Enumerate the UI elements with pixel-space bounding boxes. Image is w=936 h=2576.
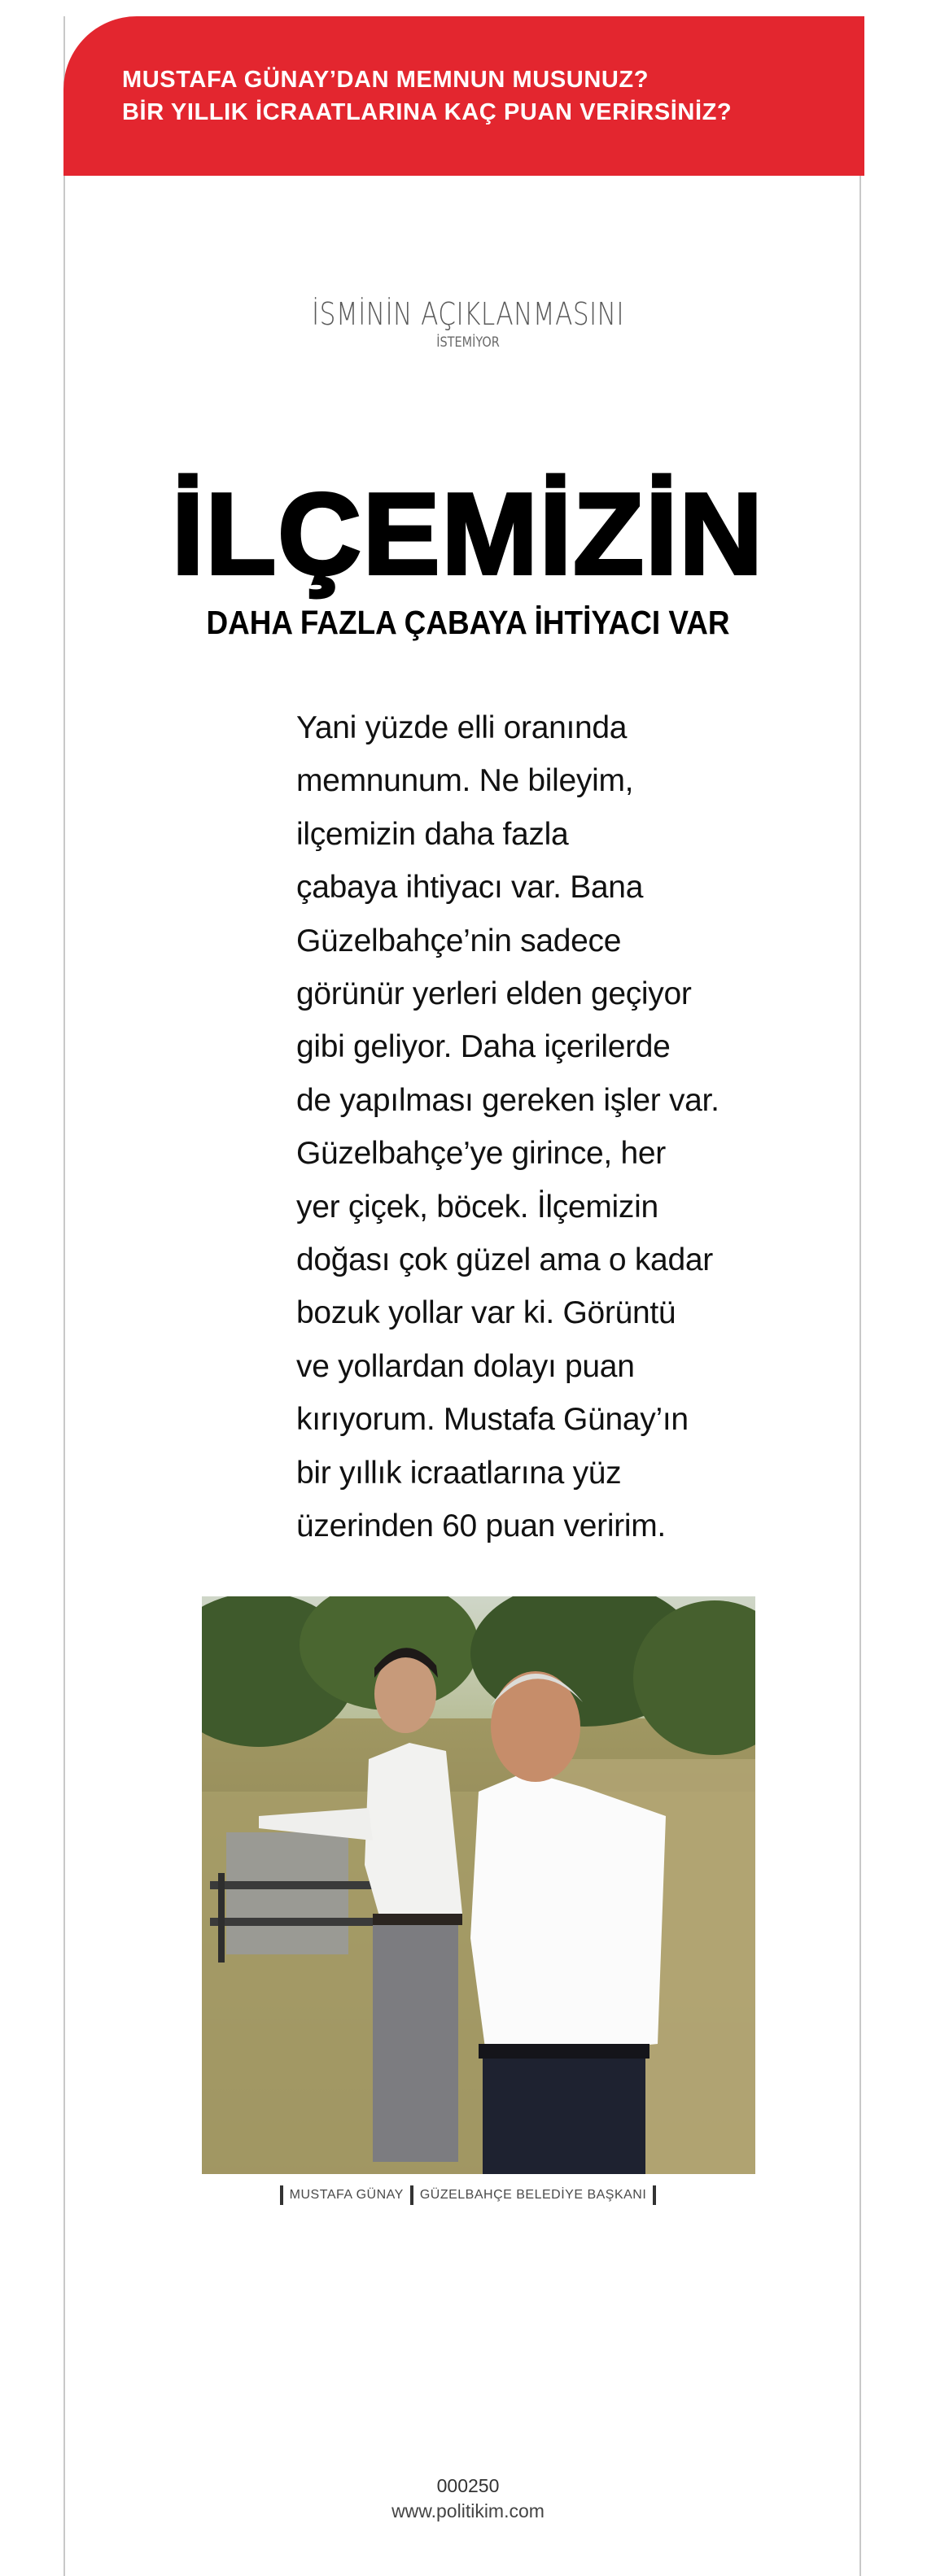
caption-title: GÜZELBAHÇE BELEDİYE BAŞKANI xyxy=(419,2188,647,2202)
caption-divider xyxy=(653,2185,656,2205)
headline-block xyxy=(0,469,936,643)
question-banner xyxy=(63,16,864,176)
author-name: İSMİNİN AÇIKLANMASINI xyxy=(312,296,624,332)
quote-body-text: Yani yüzde elli oranında memnunum. Ne bileyim, ilçemizin daha fazla çabaya ihtiyacı var. Bana Güzelbahçe’nin sadece görünür yerleri elden geçiyor gibi geliyor. Daha içerilerde de yapılması gereken işler var. Güzelbahçe’ye girince, her yer çiçek, böcek. İlçemizin doğası çok güzel ama o kadar bozuk yollar var ki. Görüntü ve yollardan dolayı puan kırıyorum. Mustafa Günay’ın bir yıllık icraatlarına yüz üzerinden 60 puan veririm. xyxy=(296,710,719,1544)
author-subtitle: İSTEMİYOR xyxy=(436,334,500,351)
headline-subtitle: DAHA FAZLA ÇABAYA İHTİYACI VAR xyxy=(206,604,730,641)
mayor-photo xyxy=(202,1596,755,2174)
footer-website-link[interactable]: www.politikim.com xyxy=(391,2500,545,2521)
author-block xyxy=(0,296,936,351)
caption-divider xyxy=(410,2185,413,2205)
caption-name: MUSTAFA GÜNAY xyxy=(289,2188,404,2202)
headline-title: İLÇEMİZİN xyxy=(172,469,764,599)
footer xyxy=(0,2473,936,2524)
photo-caption xyxy=(0,2185,936,2205)
banner-question-line-1: MUSTAFA GÜNAY’DAN MEMNUN MUSUNUZ? xyxy=(122,67,650,93)
caption-divider xyxy=(280,2185,283,2205)
footer-code: 000250 xyxy=(436,2475,500,2496)
banner-question-line-2: BİR YILLIK İCRAATLARINA KAÇ PUAN VERİRSİNİZ? xyxy=(122,99,733,125)
